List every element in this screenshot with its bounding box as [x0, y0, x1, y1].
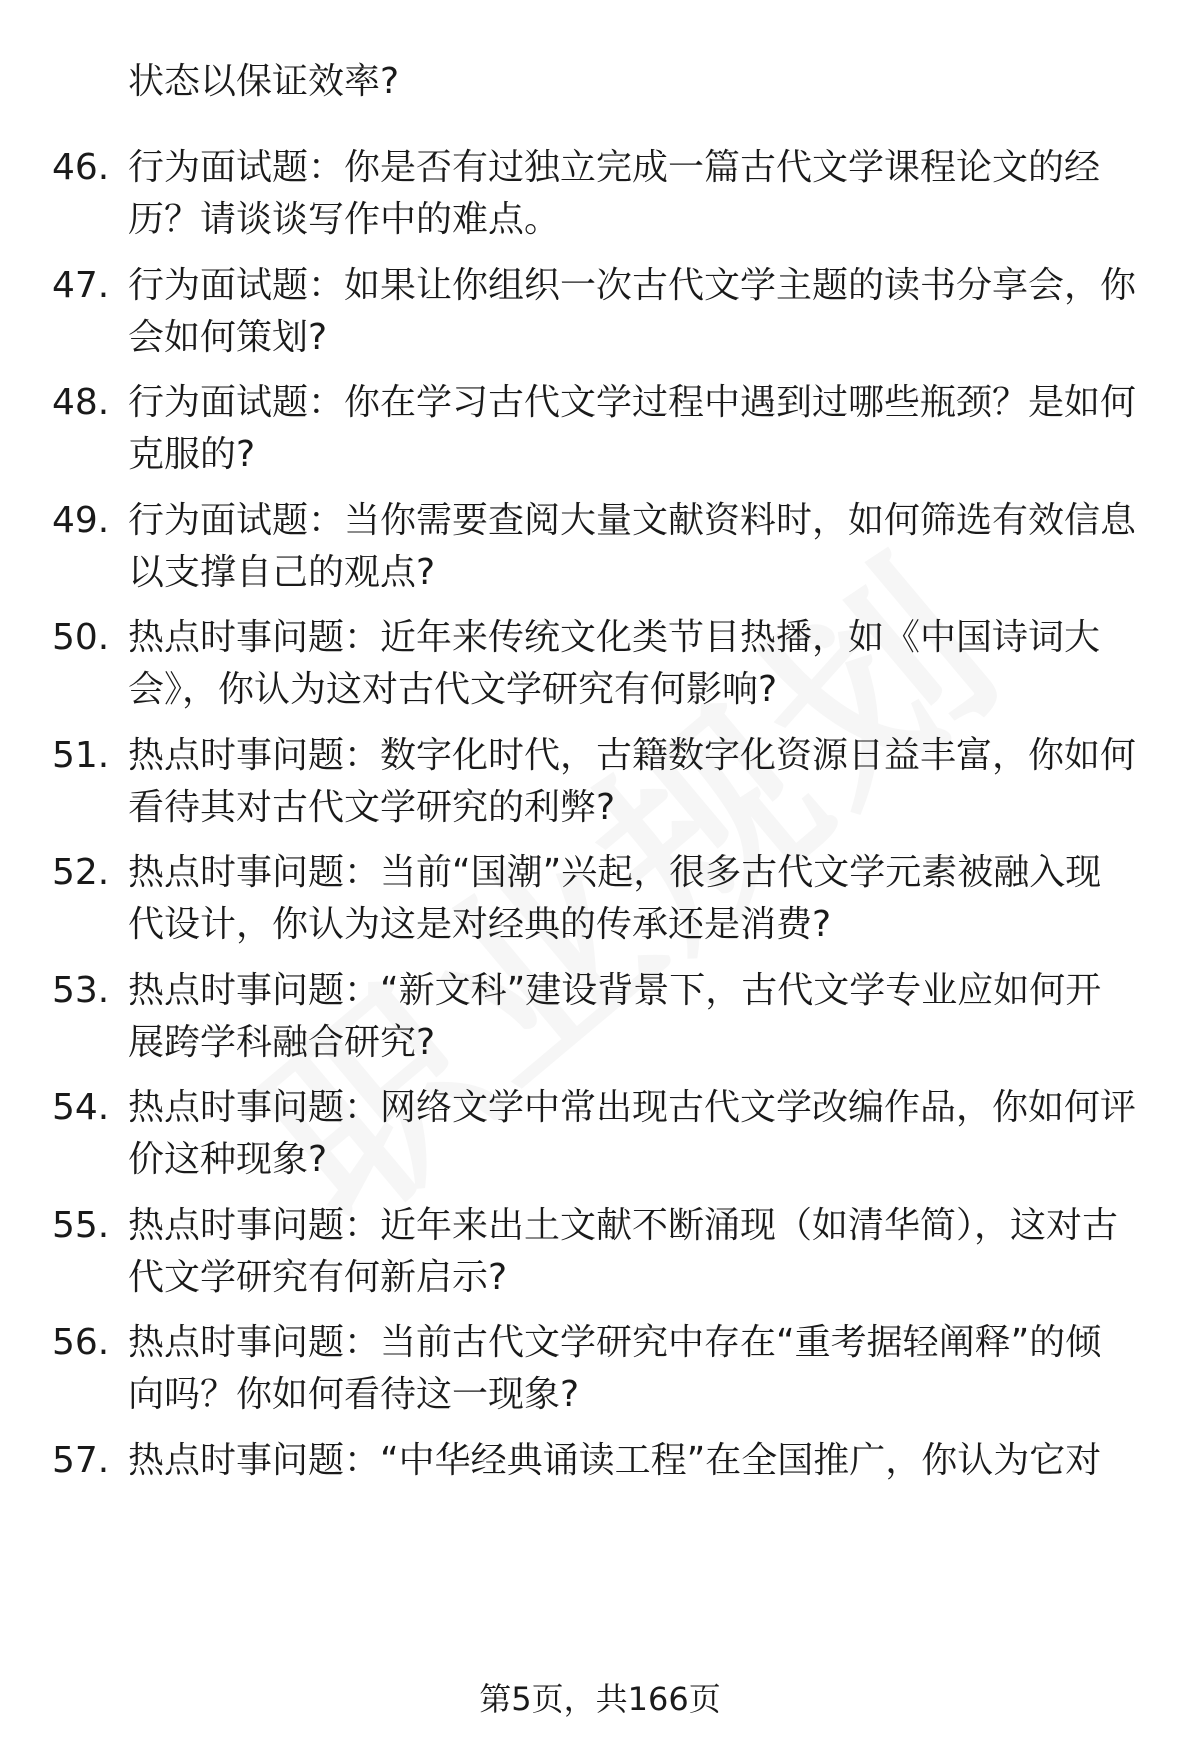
- list-item: [0, 1317, 1200, 1435]
- item-text-line: 向吗？你如何看待这一现象?: [128, 1374, 580, 1415]
- item-text-line: 历？请谈谈写作中的难点。: [128, 199, 561, 240]
- item-number: 54.: [52, 1087, 110, 1128]
- item-text-line: 行为面试题：当你需要查阅大量文献资料时，如何筛选有效信息: [128, 499, 1137, 541]
- item-text-line: 热点时事问题：“新文科”建设背景下，古代文学专业应如何开: [128, 969, 1102, 1011]
- item-number: 52.: [52, 852, 110, 893]
- item-text-line: 展跨学科融合研究?: [128, 1021, 436, 1063]
- item-text-line: 会》，你认为这对古代文学研究有何影响?: [128, 669, 778, 710]
- list-item: [0, 377, 1200, 495]
- item-text-line: 行为面试题：你在学习古代文学过程中遇到过哪些瓶颈？是如何: [128, 382, 1137, 423]
- list-item: [0, 1082, 1200, 1200]
- item-text-line: 热点时事问题：近年来出土文献不断涌现（如清华简），这对古: [128, 1204, 1119, 1246]
- item-text-line: 热点时事问题：网络文学中常出现古代文学改编作品，你如何评: [128, 1087, 1137, 1128]
- list-item: [0, 142, 1200, 260]
- list-item: [0, 260, 1200, 378]
- item-text-line: 热点时事问题：近年来传统文化类节目热播，如《中国诗词大: [128, 617, 1101, 658]
- list-item: [0, 730, 1200, 848]
- item-text-line: 代设计，你认为这是对经典的传承还是消费?: [128, 904, 832, 945]
- item-number: 49.: [52, 499, 110, 541]
- item-text-line: 会如何策划?: [128, 316, 328, 358]
- item-number: 47.: [52, 264, 110, 306]
- item-text-line: 看待其对古代文学研究的利弊?: [128, 786, 616, 828]
- item-text-line: 热点时事问题：当前“国潮”兴起，很多古代文学元素被融入现: [128, 852, 1102, 893]
- list-item: [0, 1200, 1200, 1318]
- continuation-text: 状态以保证效率?: [128, 61, 400, 102]
- list-item: [0, 495, 1200, 613]
- item-number: 51.: [52, 734, 110, 776]
- item-text-line: 克服的?: [128, 434, 256, 475]
- item-text-line: 行为面试题：如果让你组织一次古代文学主题的读书分享会，你: [128, 264, 1137, 306]
- item-text-line: 代文学研究有何新启示?: [128, 1256, 508, 1298]
- list-item: [0, 1435, 1200, 1553]
- item-text-line: 热点时事问题：“中华经典诵读工程”在全国推广，你认为它对: [128, 1439, 1102, 1481]
- item-number: 53.: [52, 969, 110, 1011]
- item-number: 48.: [52, 382, 110, 423]
- item-number: 46.: [52, 147, 110, 188]
- question-list: [0, 142, 1200, 1552]
- item-number: 50.: [52, 617, 110, 658]
- item-text-line: 以支撑自己的观点?: [128, 551, 436, 593]
- list-item: [0, 612, 1200, 730]
- item-number: 55.: [52, 1204, 110, 1246]
- list-item: [0, 847, 1200, 965]
- item-text-line: 行为面试题：你是否有过独立完成一篇古代文学课程论文的经: [128, 147, 1101, 188]
- page-footer: 第5页，共166页: [479, 1680, 721, 1718]
- list-item: [0, 965, 1200, 1083]
- item-text-line: 热点时事问题：数字化时代，古籍数字化资源日益丰富，你如何: [128, 734, 1137, 776]
- item-text-line: 价这种现象?: [128, 1139, 328, 1180]
- item-number: 56.: [52, 1322, 110, 1363]
- item-number: 57.: [52, 1439, 110, 1481]
- item-text-line: 热点时事问题：当前古代文学研究中存在“重考据轻阐释”的倾: [128, 1322, 1102, 1363]
